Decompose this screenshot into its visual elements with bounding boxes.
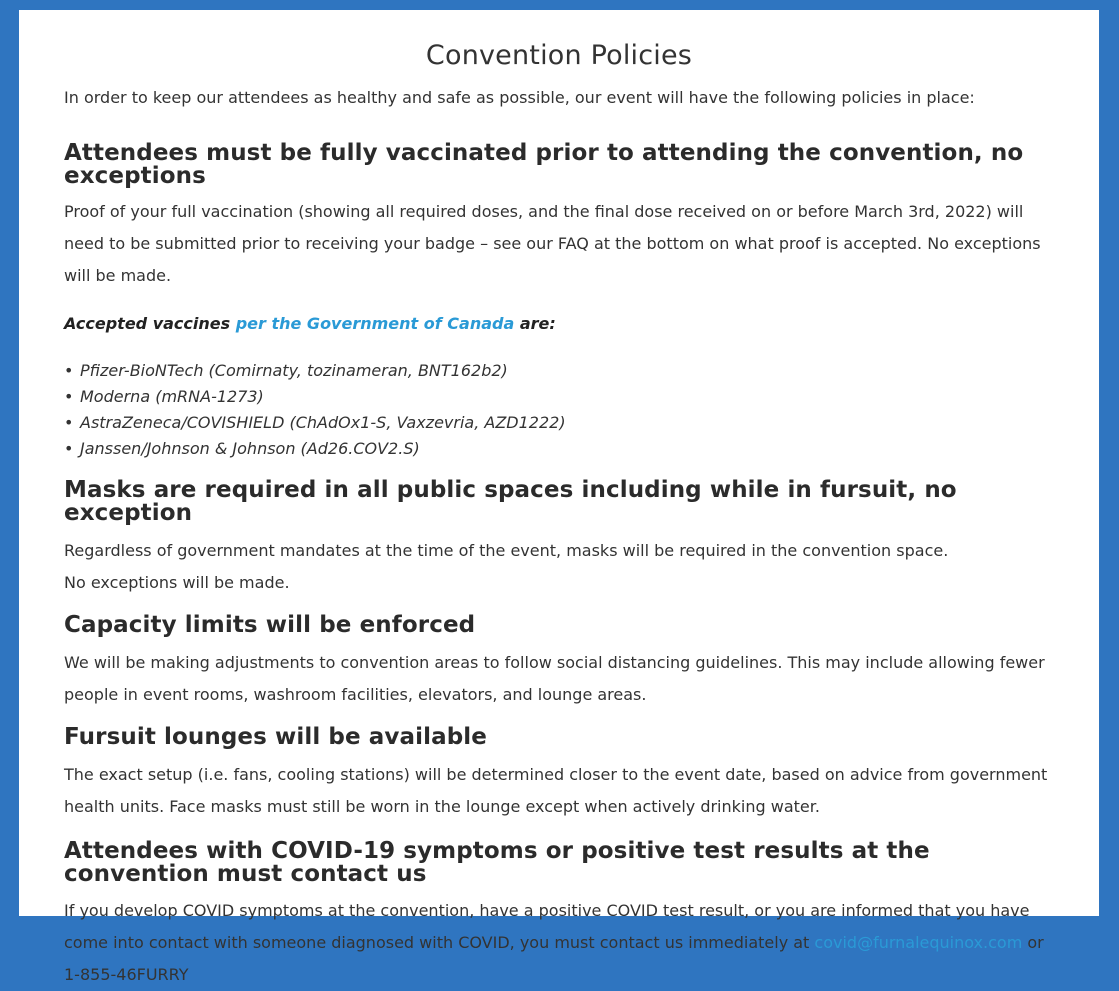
capacity-body: We will be making adjustments to convention areas to follow social distancing guidelines. This may include allowing fewer people in event rooms, washroom facilities, elevators, and lounge areas. [64, 653, 1045, 704]
accepted-vaccines-label [64, 313, 1054, 335]
masks-heading: Masks are required in all public spaces including while in fursuit, no exception [64, 477, 957, 526]
covid-heading: Attendees with COVID-19 symptoms or positive test results at the convention must contact us [64, 838, 930, 887]
covid-body-prefix: If you develop COVID symptoms at the convention, have a positive COVID test result, or you are informed that you have come into contact with someone diagnosed with COVID, you must contact us immediately at [64, 901, 1030, 952]
intro-text: In order to keep our attendees as healthy and safe as possible, our event will have the following policies in place: [64, 88, 975, 107]
vaccination-heading: Attendees must be fully vaccinated prior to attending the convention, no exceptions [64, 140, 1024, 189]
masks-body-line1: Regardless of government mandates at the time of the event, masks will be required in the convention space. [64, 541, 949, 560]
vaccine-list [64, 358, 1054, 462]
list-item [64, 410, 1054, 436]
fursuit-body: The exact setup (i.e. fans, cooling stations) will be determined closer to the event date, based on advice from government health units. Face masks must still be worn in the lounge except when actively drinking water. [64, 765, 1048, 816]
capacity-heading: Capacity limits will be enforced [64, 612, 476, 638]
vaccine-name: Moderna (mRNA-1273) [80, 387, 264, 406]
bullet-icon: • [64, 413, 74, 432]
fursuit-heading: Fursuit lounges will be available [64, 724, 487, 750]
vaccine-name: AstraZeneca/COVISHIELD (ChAdOx1-S, Vaxzevria, AZD1222) [80, 413, 566, 432]
policies-content [64, 10, 1054, 991]
vaccine-name: Pfizer-BioNTech (Comirnaty, tozinameran, BNT162b2) [80, 361, 508, 380]
list-item [64, 358, 1054, 384]
covid-body-suffix: or 1-855-46FURRY [64, 933, 1044, 984]
page-title: Convention Policies [425, 40, 693, 71]
accepted-prefix: Accepted vaccines [64, 314, 236, 333]
bullet-icon: • [64, 387, 74, 406]
content-card [19, 10, 1099, 984]
government-of-canada-link[interactable]: per the Government of Canada [235, 314, 515, 333]
bullet-icon: • [64, 361, 74, 380]
bullet-icon: • [64, 439, 74, 458]
masks-body-line2: No exceptions will be made. [64, 573, 290, 592]
covid-email-link[interactable]: covid@furnalequinox.com [814, 933, 1023, 952]
vaccine-name: Janssen/Johnson & Johnson (Ad26.COV2.S) [80, 439, 420, 458]
list-item [64, 436, 1054, 462]
vaccination-body: Proof of your full vaccination (showing all required doses, and the final dose received on or before March 3rd, 2022) will need to be submitted prior to receiving your badge – see our FAQ at the bottom on what proof is accepted. No exceptions will be made. [64, 202, 1041, 285]
covid-body [64, 895, 1054, 991]
list-item [64, 384, 1054, 410]
accepted-suffix: are: [514, 314, 556, 333]
